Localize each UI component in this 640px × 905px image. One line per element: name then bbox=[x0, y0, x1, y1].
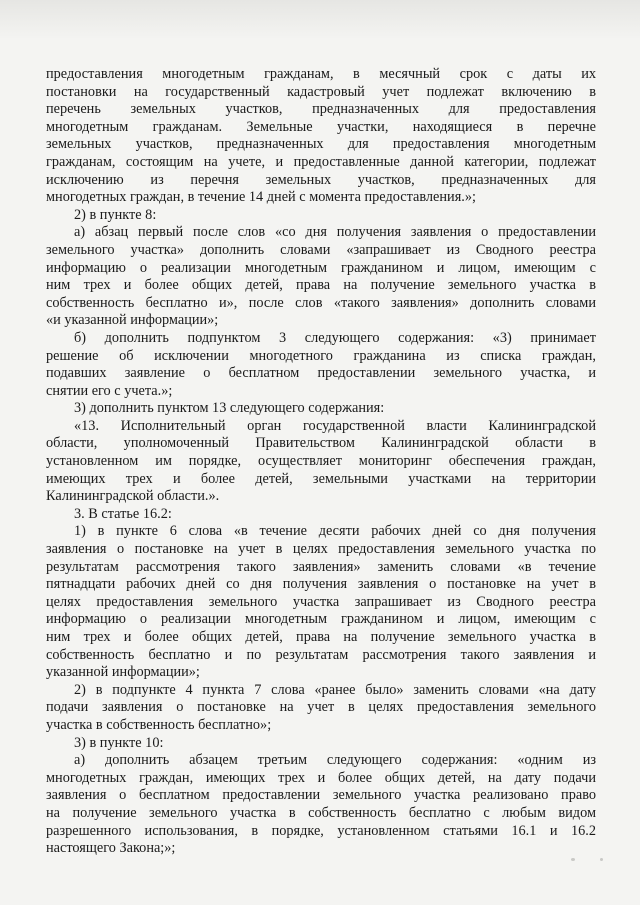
text-line: решение об исключении многодетного гражданина из списка граждан, bbox=[46, 347, 596, 364]
text-line: установленном им порядке, осуществляет мониторинг обеспечения граждан, bbox=[46, 453, 596, 470]
text-line: а) дополнить абзацем третьим следующего содержания: «одним из bbox=[74, 752, 596, 769]
text-line: б) дополнить подпунктом 3 следующего содержания: «3) принимает bbox=[74, 329, 596, 346]
text-line: целях предоставления земельного участка запрашивает из Сводного реестра bbox=[46, 593, 596, 610]
text-line: 1) в пункте 6 слова «в течение десяти рабочих дней со дня получения bbox=[74, 523, 596, 540]
text-line: перечень земельных участков, предназначенных для предоставления bbox=[46, 101, 596, 118]
text-line: указанной информации»; bbox=[46, 664, 200, 681]
text-line: результатам рассмотрения такого заявления» заменить словами «в течение bbox=[46, 558, 596, 575]
text-line: настоящего Закона;»; bbox=[46, 840, 176, 857]
text-line: снятии его с учета.»; bbox=[46, 382, 173, 399]
text-line: собственность бесплатно и», после слов «такого заявления» дополнить словами bbox=[46, 294, 596, 311]
text-line: на получение земельного участка в собственность бесплатно с любым видом bbox=[46, 804, 596, 821]
text-line: 3) дополнить пунктом 13 следующего содержания: bbox=[74, 400, 385, 417]
text-line: ним трех и более общих детей, права на получение земельного участка в bbox=[46, 629, 596, 645]
text-line: ним трех и более общих детей, права на получение земельного участка в bbox=[46, 277, 596, 294]
text-line: участка в собственность бесплатно»; bbox=[46, 716, 272, 733]
text-line: информацию о реализации многодетным гражданином и лицом, имеющим с bbox=[46, 611, 596, 628]
text-line: предоставления многодетным гражданам, в месячный срок с даты их bbox=[46, 66, 596, 82]
text-line: 2) в подпункте 4 пункта 7 слова «ранее было» заменить словами «на дату bbox=[74, 681, 596, 698]
text-line: заявления о бесплатном предоставлении земельного участка реализовано право bbox=[46, 787, 596, 804]
scan-speck bbox=[571, 858, 575, 861]
text-line: собственность бесплатно и по результатам рассмотрения такого заявления и bbox=[46, 646, 596, 663]
text-line: разрешенного использования, в порядке, установленном статьями 16.1 и 16.2 bbox=[46, 822, 596, 839]
text-line: подавших заявление о бесплатном предоставлении земельного участка, и bbox=[46, 365, 596, 382]
text-line: постановки на государственный кадастровый учет подлежат включению в bbox=[46, 83, 596, 100]
text-line: «и указанной информации»; bbox=[46, 312, 219, 329]
text-line: области, уполномоченный Правительством Калининградской области в bbox=[46, 435, 596, 452]
text-line: 3. В статье 16.2: bbox=[74, 505, 172, 522]
text-line: гражданам, состоящим на учете, и предоставленные данной категории, подлежат bbox=[46, 153, 596, 170]
text-line: земельных участков, предназначенных для предоставления многодетным bbox=[46, 136, 596, 153]
scan-top-shadow bbox=[0, 0, 640, 40]
text-line: заявления о постановке на учет в целях предоставления земельного участка по bbox=[46, 541, 596, 558]
document-body bbox=[46, 66, 596, 858]
text-line: пятнадцати рабочих дней со дня получения заявления о постановке на учет в bbox=[46, 576, 596, 593]
text-line: а) абзац первый после слов «со дня получения заявления о предоставлении bbox=[74, 224, 596, 241]
text-line: подачи заявления о постановке на учет в целях предоставления земельного bbox=[46, 699, 596, 716]
text-line: 2) в пункте 8: bbox=[74, 206, 157, 223]
text-line: «13. Исполнительный орган государственной власти Калининградской bbox=[74, 417, 596, 434]
text-line: земельного участка» дополнить словами «запрашивает из Сводного реестра bbox=[46, 241, 596, 258]
text-line: информацию о реализации многодетным гражданином и лицом, имеющим с bbox=[46, 259, 596, 276]
text-line: многодетным гражданам. Земельные участки, находящиеся в перечне bbox=[46, 118, 596, 135]
scan-speck bbox=[600, 858, 603, 861]
text-line: многодетных граждан, имеющих трех и более общих детей, на дату подачи bbox=[46, 769, 596, 786]
text-line: 3) в пункте 10: bbox=[74, 734, 164, 751]
text-line: Калининградской области.». bbox=[46, 488, 220, 505]
text-line: исключению из перечня земельных участков, предназначенных для bbox=[46, 171, 596, 188]
text-line: многодетных граждан, в течение 14 дней с момента предоставления.»; bbox=[46, 189, 476, 206]
text-line: имеющих трех и более детей, земельными участками на территории bbox=[46, 470, 596, 487]
